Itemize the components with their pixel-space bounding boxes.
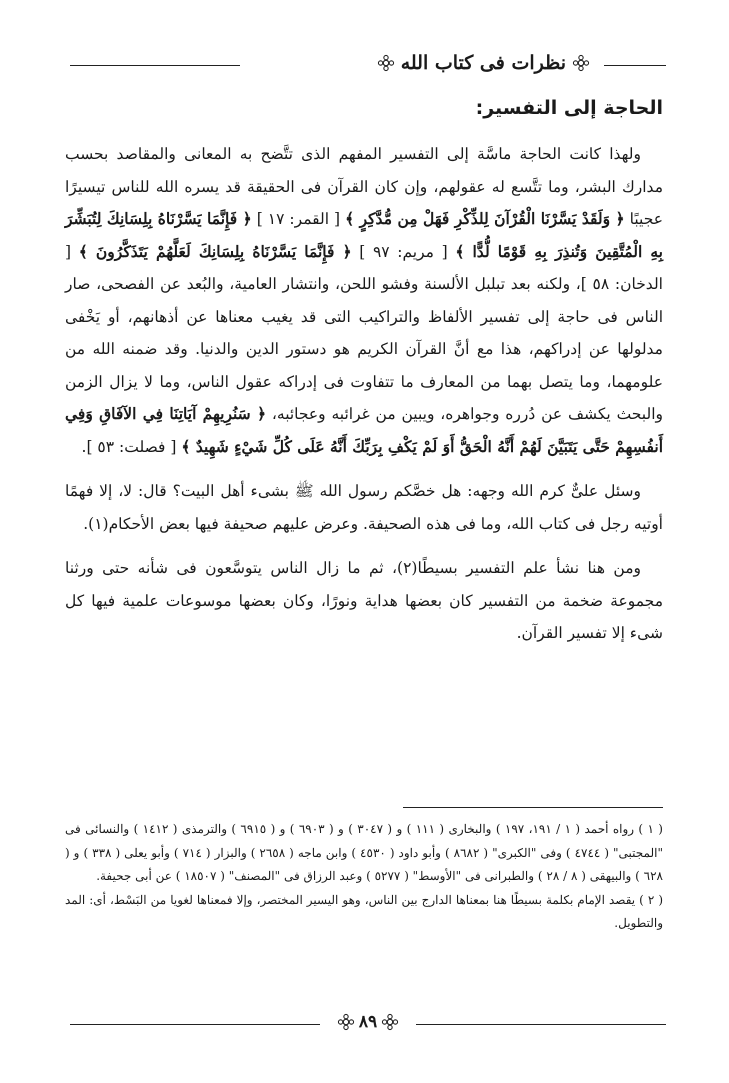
paragraph-1-text-b: ، ولكنه بعد تبلبل الألسنة وفشو اللحن، وانتشار العامية، والبُعد عن الفصحى، صار الناس فى حاجة إلى تفسير الألفاظ والتراكيب التى قد يغيب معناها عن أذهانهم، أو يَخْفى مدلولها عن إدراكهم، هذا مع أنَّ القرآن الكريم هو دستور الدين والدنيا. وقد ضمنه الله من علومهما، وما يتصل بهما من المعارف ما تتفاوت فى إدراكه عقول الناس، وما لا يزال الزمن والبحث يكشف عن دُرره وجواهره، ويبين من غرائبه وعجائبه، (65, 275, 663, 423)
header-rule-right (604, 65, 666, 66)
running-header (70, 50, 666, 80)
footer-rule-right (416, 1024, 666, 1025)
running-title: نظرات فى كتاب الله (400, 52, 566, 74)
flower-ornament-icon (337, 1013, 355, 1031)
flower-ornament-icon (381, 1013, 399, 1031)
verse-ref-1: [ القمر: ١٧ ] (256, 210, 341, 228)
body-text (65, 138, 663, 662)
footnote-1: ( ١ ) رواه أحمد ( ١ / ١٩١، ١٩٧ ) والبخارى ( ١١١ ) و ( ٣٠٤٧ ) و ( ٦٩٠٣ ) و ( ٦٩١٥ ) والترمذى ( ١٤١٢ ) والنسائى فى "المجتبى" ( ٤٧٤٤ ) وفى "الكبرى" ( ٨٦٨٢ ) وأبو داود ( ٤٥٣٠ ) وابن ماجه ( ٢٦٥٨ ) والبزار ( ٧١٤ ) وأبو يعلى ( ٣٣٨ ) و ( ٦٢٨ ) والبيهقى ( ٨ / ٢٨ ) والطبرانى فى "الأوسط" ( ٥٢٧٧ ) وعبد الرزاق فى "المصنف" ( ١٨٥٠٧ ) عن أبى جحيفة. (65, 822, 663, 883)
paragraph-1 (65, 138, 663, 463)
quran-verse-1: ﴿ وَلَقَدْ يَسَّرْنَا الْقُرْآنَ لِلذِّكْرِ فَهَلْ مِن مُّدَّكِرٍ ﴾ (345, 209, 625, 228)
page-number: ٨٩ (358, 1012, 378, 1032)
quran-verse-2: ﴿ فَإِنَّمَا يَسَّرْنَاهُ بِلِسَانِكَ لِتُبَشِّرَ بِهِ الْمُتَّقِينَ وَتُنذِرَ بِهِ قَوْمًا لُّدًّا ﴾ (65, 209, 663, 261)
verse-ref-3: [ الدخان: ٥٨ ] (65, 242, 663, 293)
paragraph-2: وسئل علىٌّ كرم الله وجهه: هل خصَّكم رسول الله ﷺ بشىء أهل البيت؟ قال: لا، إلا فهمًا أوتيه رجل فى كتاب الله، وما فى هذه الصحيفة. وعرض عليهم صحيفة فيها بعض الأحكام(١). (65, 482, 663, 533)
verse-ref-4: [ فصلت: ٥٣ ]. (81, 437, 177, 456)
flower-ornament-icon (377, 54, 395, 72)
paragraph-1-text-a: ولهذا كانت الحاجة ماسَّة إلى التفسير المفهم الذى تتَّضح به المعانى والمقاصد بحسب مدارك البشر، وما تتَّسع له عقولهم، وإن كان القرآن فى الحقيقة قد يسره الله للناس تيسيرًا عجيبًا (65, 145, 663, 228)
section-heading: الحاجة إلى التفسير: (475, 97, 663, 119)
paragraph-3: ومن هنا نشأ علم التفسير بسيطًا(٢)، ثم ما زال الناس يتوسَّعون فى شأنه حتى ورثنا مجموعة ضخمة من التفسير كان بعضها هداية ونورًا، وكان بعضها موسوعات علمية فيها كل شىء إلا تفسير القرآن. (65, 559, 663, 642)
running-title-group (377, 52, 590, 74)
footnotes (65, 818, 663, 936)
footer-rule-left (70, 1024, 320, 1025)
header-rule-left (70, 65, 240, 66)
quran-verse-4: ﴿ سَنُرِيهِمْ آيَاتِنَا فِي الآفَاقِ وَفِي أَنفُسِهِمْ حَتَّى يَتَبَيَّنَ لَهُمْ أَنَّهُ الْحَقُّ أَوَ لَمْ يَكْفِ بِرَبِّكَ أَنَّهُ عَلَى كُلِّ شَيْءٍ شَهِيدٌ ﴾ (65, 404, 663, 456)
page-footer (70, 1012, 666, 1038)
quran-verse-3: ﴿ فَإِنَّمَا يَسَّرْنَاهُ بِلِسَانِكَ لَعَلَّهُمْ يَتَذَكَّرُونَ ﴾ (78, 241, 352, 261)
footnote-separator (403, 807, 663, 808)
page-number-group (332, 1012, 404, 1032)
flower-ornament-icon (572, 54, 590, 72)
verse-ref-2: [ مريم: ٩٧ ] (359, 242, 448, 261)
footnote-2: ( ٢ ) يقصد الإمام بكلمة بسيطًا هنا بمعناها الدارج بين الناس، وهو اليسير المختصر، وإلا فمعناها لغويا من البَسْط، أى: المد والتطويل. (65, 892, 663, 930)
